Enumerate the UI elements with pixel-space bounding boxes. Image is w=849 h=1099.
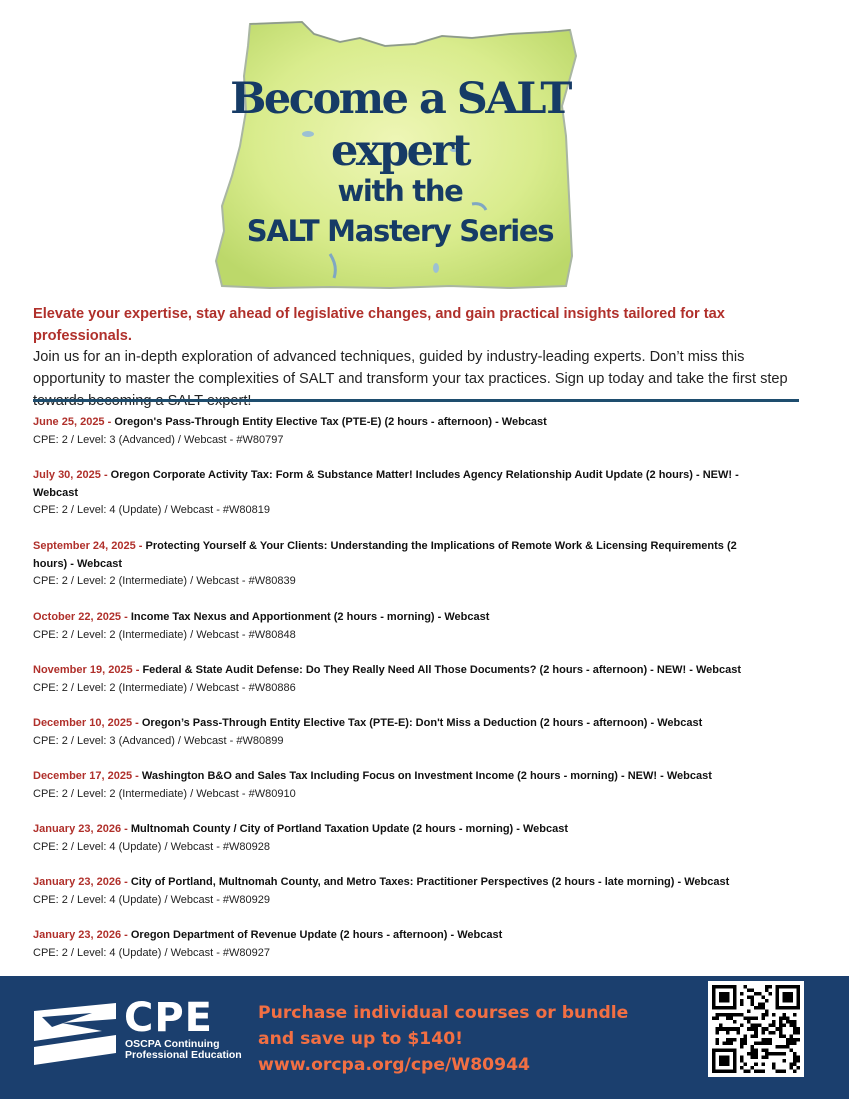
session-date: November 19, 2025 (33, 664, 133, 676)
session-title: Oregon’s Pass-Through Entity Elective Tax (PTE-E): Don't Miss a Deduction (2 hours - afternoon) - Webcast (141, 717, 703, 729)
session-meta: CPE: 2 / Level: 2 (Intermediate) / Webcast - #W80839 (33, 575, 296, 587)
hero-line-1: Become a SALT (230, 74, 570, 124)
session-item: January 23, 2026 - City of Portland, Multnomah County, and Metro Taxes: Practitioner Perspectives (2 hours - late morning) - Webcast CPE: 2 / Level: 4 (Update) / Webcast - #W80929 (33, 874, 773, 909)
hero-banner (210, 16, 590, 294)
session-meta: CPE: 2 / Level: 3 (Advanced) / Webcast - #W80797 (33, 433, 284, 446)
session-item: January 23, 2026 - Multnomah County / City of Portland Taxation Update (2 hours - morning) - Webcast CPE: 2 / Level: 4 (Update) / Webcast - #W80928 (33, 821, 773, 856)
session-title: Protecting Yourself & Your Clients: Understanding the Implications of Remote Work & Licensing Requirements (2 hours) - Webcast (33, 540, 737, 570)
session-date: December 10, 2025 (33, 717, 133, 729)
session-date: June 25, 2025 (33, 416, 105, 428)
session-meta: CPE: 2 / Level: 4 (Update) / Webcast - #W80819 (33, 504, 271, 516)
session-item: December 17, 2025 - Washington B&O and Sales Tax Including Focus on Investment Income (2 hours - morning) - NEW! - Webcast CPE: 2 / Level: 2 (Intermediate) / Webcast - #W80910 (33, 768, 773, 803)
session-meta: CPE: 2 / Level: 2 (Intermediate) / Webcast - #W80848 (33, 628, 296, 641)
session-item: September 24, 2025 - Protecting Yourself & Your Clients: Understanding the Implications of Remote Work & Licensing Requirements (2 hours) - Webcast CPE: 2 / Level: 2 (Intermediate) / Webcast - #W80839 (33, 538, 773, 591)
logo-wordmark: CPE (124, 995, 213, 1041)
session-date: September 24, 2025 (33, 540, 136, 552)
logo-subtitle-line-2: Professional Education (125, 1049, 242, 1061)
cpe-logo (32, 995, 242, 1071)
session-date: January 23, 2026 (33, 929, 122, 941)
intro-body: Join us for an in-depth exploration of advanced techniques, guided by industry-leading experts. Don’t miss this opportunity to master the complexities of SALT and transform your tax practices. Sign up today and take the first step (33, 349, 788, 388)
session-item: December 10, 2025 - Oregon’s Pass-Through Entity Elective Tax (PTE-E): Don't Miss a Deduction (2 hours - afternoon) - Webcast CPE: 2 / Level: 3 (Advanced) / Webcast - #W80899 (33, 715, 773, 750)
session-date: October 22, 2025 (33, 611, 122, 623)
session-item: July 30, 2025 - Oregon Corporate Activity Tax: Form & Substance Matter! Includes Agency Relationship Audit Update (2 hours) - NEW! - Webcast CPE: 2 / Level: 4 (Update) / Webcast - #W80819 (33, 467, 773, 520)
session-title: Oregon Corporate Activity Tax: Form & Substance Matter! Includes Agency Relationship Audit Update (2 hours) - NEW! - Webcast (33, 469, 739, 499)
session-item: June 25, 2025 - Oregon's Pass-Through Entity Elective Tax (PTE-E) (2 hours - afternoon) - Webcast CPE: 2 / Level: 3 (Advanced) / Webcast - #W80797 (33, 414, 773, 449)
session-date: January 23, 2026 (33, 876, 122, 888)
logo-subtitle-line-1: OSCPA Continuing (125, 1038, 220, 1050)
session-title: Oregon Department of Revenue Update (2 hours - afternoon) - Webcast (130, 929, 503, 941)
cpe-swoosh-icon (32, 1001, 122, 1071)
hero-line-2: expert (331, 126, 469, 176)
session-date: July 30, 2025 (33, 469, 101, 481)
intro-paragraph (33, 304, 813, 413)
session-item: January 23, 2026 - Oregon Department of Revenue Update (2 hours - afternoon) - Webcast CPE: 2 / Level: 4 (Update) / Webcast - #W80927 (33, 927, 773, 962)
session-title: Oregon's Pass-Through Entity Elective Tax (PTE-E) (2 hours - afternoon) - Webcast (114, 416, 547, 428)
hero-line-4: SALT Mastery Series (246, 214, 554, 248)
promo-line-1: Purchase individual courses or bundle (258, 1003, 629, 1023)
hero-line-3: with the (337, 174, 463, 208)
session-meta: CPE: 2 / Level: 2 (Intermediate) / Webcast - #W80910 (33, 787, 296, 800)
qr-code-pattern (712, 985, 800, 1073)
footer-banner (0, 976, 849, 1099)
session-title: Multnomah County / City of Portland Taxation Update (2 hours - morning) - Webcast (130, 823, 569, 835)
session-title: City of Portland, Multnomah County, and Metro Taxes: Practitioner Perspectives (2 hours - late morning) - Webcast (130, 876, 730, 888)
promo-line-2[interactable]: and save up to $140! www.orcpa.org/cpe/W80944 (258, 1029, 531, 1075)
session-title: Income Tax Nexus and Apportionment (2 hours - morning) - Webcast (130, 611, 490, 623)
session-meta: CPE: 2 / Level: 4 (Update) / Webcast - #W80928 (33, 840, 271, 853)
session-title: Federal & State Audit Defense: Do They Really Need All Those Documents? (2 hours - afternoon) - NEW! - Webcast (142, 664, 742, 676)
logo-subtitle (125, 1039, 255, 1061)
session-meta: CPE: 2 / Level: 4 (Update) / Webcast - #W80927 (33, 946, 271, 959)
session-title: Washington B&O and Sales Tax Including Focus on Investment Income (2 hours - morning) - NEW! - Webcast (141, 770, 712, 782)
intro-lead: Elevate your expertise, stay ahead of legislative changes, and gain practical insights tailored for tax professionals. (33, 306, 725, 344)
session-date: January 23, 2026 (33, 823, 122, 835)
session-meta: CPE: 2 / Level: 2 (Intermediate) / Webcast - #W80886 (33, 681, 296, 694)
session-date: December 17, 2025 (33, 770, 133, 782)
session-item: November 19, 2025 - Federal & State Audit Defense: Do They Really Need All Those Documents? (2 hours - afternoon) - NEW! - Webcast CPE: 2 / Level: 2 (Intermediate) / Webcast - #W80886 (33, 662, 773, 697)
qr-code-icon[interactable] (708, 981, 804, 1077)
session-item: October 22, 2025 - Income Tax Nexus and Apportionment (2 hours - morning) - Webcast CPE: 2 / Level: 2 (Intermediate) / Webcast - #W80848 (33, 609, 773, 644)
session-meta: CPE: 2 / Level: 3 (Advanced) / Webcast - #W80899 (33, 734, 284, 747)
session-meta: CPE: 2 / Level: 4 (Update) / Webcast - #W80929 (33, 893, 271, 906)
promo-text (258, 1000, 708, 1078)
section-divider (33, 399, 799, 402)
